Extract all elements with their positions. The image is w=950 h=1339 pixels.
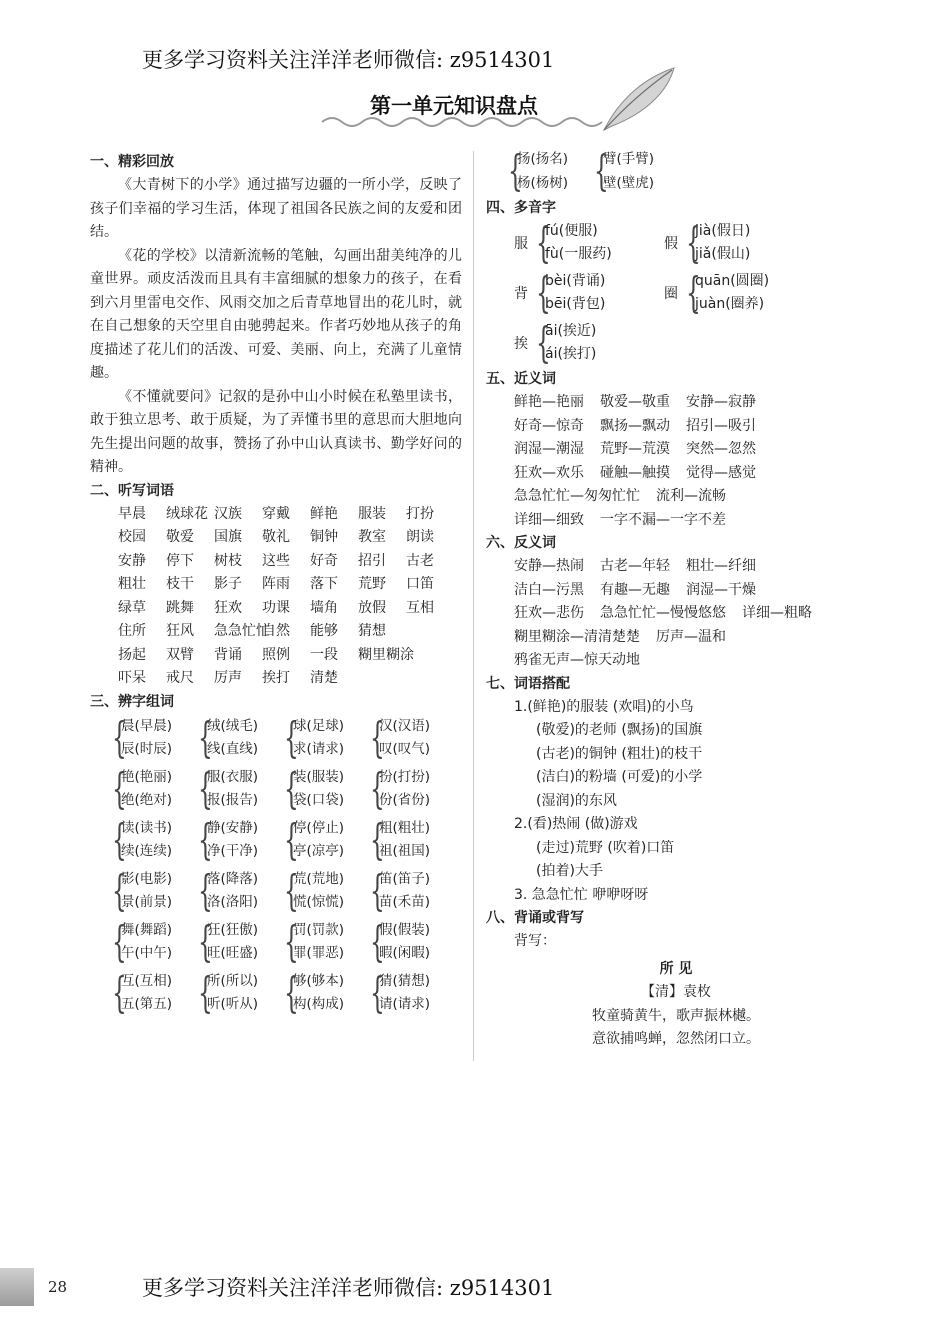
brace-icon: { <box>686 218 701 267</box>
pair-word: 舞(舞蹈) <box>121 921 173 938</box>
pinyin-list <box>695 220 750 266</box>
brace-icon: { <box>112 967 127 1017</box>
char-pair <box>370 916 456 966</box>
pair-word: 所(所以) <box>207 972 259 989</box>
vocab-word: 朗读 <box>406 529 434 545</box>
brace-icon: { <box>370 865 385 915</box>
pair-word: 读(读书) <box>121 819 173 836</box>
vocab-word: 自然 <box>262 623 290 639</box>
synonym-pair: 润湿—潮湿 <box>514 441 584 457</box>
pair-word: 够(够本) <box>293 972 345 989</box>
char-pair <box>284 763 370 813</box>
polyphone-item <box>664 220 824 266</box>
brace-icon: { <box>594 146 609 195</box>
pair-words <box>121 766 172 813</box>
character-pairs <box>112 712 462 1017</box>
synonym-pair: 突然—忽然 <box>686 441 756 457</box>
synonym-pair: 狂欢—欢乐 <box>514 464 584 481</box>
collocation-line: 1.(鲜艳)的服装 (欢唱)的小鸟 <box>514 698 694 715</box>
brace-icon: { <box>536 268 551 317</box>
char-pair <box>370 712 456 762</box>
pair-words <box>379 919 430 966</box>
pair-word: 绒(绒毛) <box>207 717 259 734</box>
pair-word: 慌(惊慌) <box>293 894 345 910</box>
char-pair <box>370 814 456 864</box>
antonym-pair: 古老—年轻 <box>600 558 670 574</box>
char-pair <box>284 967 370 1017</box>
pinyin-list <box>695 270 769 316</box>
vocab-word: 口笛 <box>406 576 434 592</box>
char-pair <box>284 916 370 966</box>
paragraph: 《花的学校》以清新流畅的笔触，勾画出甜美纯净的儿童世界。顽皮活泼而且具有丰富细腻的想象力的孩子，在看到六月里雷电交作、风雨交加之后青草地冒出的花儿时，就在自己想象的天空里自由驰骋起来。作者巧妙地从孩子的角度描述了花儿们的活泼、可爱、美丽、向上，充满了儿童情趣。 <box>90 247 462 381</box>
pair-word: 午(中午) <box>121 945 173 961</box>
synonym-list <box>486 391 866 532</box>
vocab-word: 校园 <box>118 529 146 545</box>
pair-word: 罪(罪恶) <box>293 945 345 961</box>
feather-icon <box>598 64 680 134</box>
pair-words <box>379 766 430 813</box>
pair-word: 报(报告) <box>207 792 259 808</box>
vocab-word: 服装 <box>358 505 386 522</box>
pair-word: 晨(早晨) <box>121 717 173 734</box>
pinyin-reading: bèi(背诵) <box>545 273 606 289</box>
pair-words <box>293 715 344 762</box>
pair-word: 互(互相) <box>121 972 173 989</box>
pair-word: 份(省份) <box>379 792 431 808</box>
synonym-pair-row <box>514 509 866 533</box>
pinyin-reading: quān(圆圈) <box>695 273 770 289</box>
pair-words <box>207 868 258 915</box>
synonym-pair: 一字不漏—一字不差 <box>600 511 726 528</box>
brace-icon: { <box>198 916 213 966</box>
vocab-word: 教室 <box>358 529 386 545</box>
page-tab <box>0 1268 34 1306</box>
pair-word: 假(假装) <box>379 921 431 938</box>
vocab-word: 厉声 <box>214 670 242 686</box>
pair-words <box>293 919 344 966</box>
vocab-word: 戒尺 <box>166 670 194 686</box>
collocation-line: (拍着)大手 <box>536 863 603 879</box>
pair-word: 球(足球) <box>293 717 345 734</box>
vocab-word: 铜钟 <box>310 529 338 545</box>
pair-word: 服(衣服) <box>207 768 259 785</box>
section-heading: 四、多音字 <box>486 200 556 216</box>
brace-icon: { <box>284 916 299 966</box>
vocab-word: 招引 <box>358 552 386 569</box>
synonym-pair: 鲜艳—艳丽 <box>514 394 584 410</box>
antonym-pair: 粗壮—纤细 <box>686 558 756 574</box>
pair-words <box>293 817 344 864</box>
brace-icon: { <box>112 865 127 915</box>
vocab-word: 古老 <box>406 552 434 569</box>
pair-word: 粗(粗壮) <box>379 819 431 836</box>
brace-icon: { <box>284 763 299 813</box>
vocab-word: 吓呆 <box>118 670 146 686</box>
vocab-word: 树枝 <box>214 552 242 569</box>
vocab-word: 狂风 <box>166 623 194 639</box>
collocation-line: (古老)的铜钟 (粗壮)的枝干 <box>536 745 703 762</box>
brace-icon: { <box>284 967 299 1017</box>
pinyin-reading: fù(一服药) <box>545 246 612 262</box>
vocab-word: 绿草 <box>118 599 146 616</box>
collocation-line: (走过)荒野 (吹着)口笛 <box>536 839 675 856</box>
synonym-pair-row <box>514 415 866 439</box>
vocab-word <box>406 644 454 668</box>
vocab-word: 狂欢 <box>214 599 242 616</box>
brace-icon: { <box>198 712 213 762</box>
pinyin-reading: jiǎ(假山) <box>695 246 751 262</box>
vocab-word: 猜想 <box>358 623 386 639</box>
brace-icon: { <box>198 763 213 813</box>
char-pair <box>112 814 198 864</box>
char-pair <box>112 967 198 1017</box>
antonym-pair-row <box>514 602 866 626</box>
polyphone-char: 服 <box>514 236 528 252</box>
pair-words <box>293 970 344 1017</box>
pinyin-reading: āi(挨近) <box>545 323 597 339</box>
pair-word: 绝(绝对) <box>121 792 173 808</box>
char-pair <box>198 814 284 864</box>
pair-word: 构(构成) <box>293 996 345 1012</box>
vocab-word: 背诵 <box>214 646 242 663</box>
brace-icon: { <box>198 865 213 915</box>
antonym-pair: 鸦雀无声—惊天动地 <box>514 652 640 668</box>
section-heading: 六、反义词 <box>486 535 556 551</box>
pinyin-reading: bēi(背包) <box>545 296 606 312</box>
pair-words <box>121 919 172 966</box>
vocab-word: 清楚 <box>310 670 338 686</box>
vocab-word: 汉族 <box>214 505 242 522</box>
vocab-word: 鲜艳 <box>310 505 338 522</box>
vocab-word: 功课 <box>262 599 290 616</box>
vocab-word: 敬礼 <box>262 529 290 545</box>
pair-word: 艳(艳丽) <box>121 768 173 785</box>
antonym-pair: 安静—热闹 <box>514 558 584 574</box>
pair-words <box>121 868 172 915</box>
pair-word: 落(降落) <box>207 870 259 887</box>
vocab-word: 一段 <box>310 646 338 663</box>
brace-icon: { <box>370 712 385 762</box>
pair-word: 五(第五) <box>121 996 173 1012</box>
brace-icon: { <box>112 814 127 864</box>
vocab-word: 糊里糊涂 <box>358 646 414 663</box>
polyphone-item <box>664 270 824 316</box>
vocab-word: 绒球花 <box>166 505 208 522</box>
pinyin-reading: jià(假日) <box>695 223 751 239</box>
brace-icon: { <box>370 763 385 813</box>
synonym-pair: 流利—流畅 <box>656 488 726 504</box>
vocab-word: 穿戴 <box>262 505 290 522</box>
synonym-pair: 急急忙忙—匆匆忙忙 <box>514 488 640 504</box>
pair-words <box>121 715 172 762</box>
vocab-word: 这些 <box>262 552 290 569</box>
vocab-word: 停下 <box>166 552 194 569</box>
vocab-word: 安静 <box>118 552 146 569</box>
synonym-pair: 飘扬—飘动 <box>600 417 670 434</box>
char-pair <box>198 763 284 813</box>
vocab-word: 急急忙忙 <box>214 623 270 639</box>
collocation-list <box>486 696 866 908</box>
brace-icon: { <box>198 967 213 1017</box>
pair-words <box>207 766 258 813</box>
section-heading: 一、精彩回放 <box>90 154 174 170</box>
char-pair <box>198 865 284 915</box>
polyphone-list <box>514 220 866 366</box>
antonym-pair-row <box>514 649 866 673</box>
char-pair <box>284 865 370 915</box>
pair-word: 旺(旺盛) <box>207 945 259 961</box>
pair-word: 线(直线) <box>207 741 259 757</box>
antonym-pair-row <box>514 579 866 603</box>
vocab-word: 好奇 <box>310 552 338 569</box>
pair-word: 扮(打扮) <box>379 768 431 785</box>
synonym-pair-row <box>514 485 866 509</box>
brace-icon: { <box>536 318 551 367</box>
antonym-pair: 有趣—无趣 <box>600 581 670 598</box>
antonym-list <box>486 555 866 673</box>
pair-words <box>379 817 430 864</box>
pinyin-reading: ái(挨打) <box>545 346 597 362</box>
polyphone-item <box>514 220 664 266</box>
synonym-pair: 荒野—荒漠 <box>600 441 670 457</box>
pair-words <box>293 868 344 915</box>
synonym-pair-row <box>514 438 866 462</box>
pair-word: 狂(狂傲) <box>207 921 259 938</box>
vocab-word: 早晨 <box>118 505 146 522</box>
pair-words <box>517 148 568 195</box>
pair-word: 请(请求) <box>379 996 431 1012</box>
pair-words <box>121 817 172 864</box>
pair-word: 扬(扬名) <box>517 151 569 167</box>
polyphone-char: 挨 <box>514 336 528 352</box>
antonym-pair: 糊里糊涂—清清楚楚 <box>514 628 640 645</box>
pair-word: 祖(祖国) <box>379 843 431 859</box>
vocab-word: 挨打 <box>262 670 290 686</box>
char-pair <box>112 763 198 813</box>
pair-words <box>379 868 430 915</box>
vocab-word <box>358 667 406 691</box>
char-pair <box>284 712 370 762</box>
section-heading: 五、近义词 <box>486 371 556 387</box>
antonym-pair: 狂欢—悲伤 <box>514 605 584 621</box>
pair-word: 罚(罚款) <box>293 921 345 938</box>
vocab-word: 互相 <box>406 599 434 616</box>
character-pairs-cont <box>508 148 866 195</box>
paragraph: 《不懂就要问》记叙的是孙中山小时候在私塾里读书，敢于独立思考、敢于质疑，为了弄懂书里的意思而大胆地向先生提出问题的故事，赞扬了孙中山认真读书、勤学好问的精神。 <box>90 388 462 475</box>
pair-word: 静(安静) <box>207 819 259 836</box>
synonym-pair: 碰触—触摸 <box>600 464 670 481</box>
polyphone-char: 背 <box>514 286 528 302</box>
char-pair <box>198 967 284 1017</box>
vocab-word: 能够 <box>310 623 338 639</box>
antonym-pair: 洁白—污黑 <box>514 581 584 598</box>
brace-icon: { <box>686 268 701 317</box>
poem-line: 意欲捕鸣蝉，忽然闭口立。 <box>592 1031 760 1047</box>
pinyin-list <box>545 270 605 316</box>
pair-words <box>603 148 654 195</box>
dictation-word-grid <box>118 503 462 691</box>
pair-word: 袋(口袋) <box>293 792 345 808</box>
collocation-line: (敬爱)的老师 (飘扬)的国旗 <box>536 722 703 738</box>
antonym-pair: 急急忙忙—慢慢悠悠 <box>600 605 726 621</box>
pair-word: 壁(壁虎) <box>603 174 655 191</box>
char-pair <box>112 865 198 915</box>
vocab-word: 影子 <box>214 576 242 592</box>
vocab-word: 放假 <box>358 599 386 616</box>
pair-word: 苗(禾苗) <box>379 894 431 910</box>
antonym-pair-row <box>514 555 866 579</box>
collocation-line: (湿润)的东风 <box>536 792 617 809</box>
pair-word: 停(停止) <box>293 819 345 836</box>
brace-icon: { <box>370 916 385 966</box>
vocab-word: 枝干 <box>166 576 194 592</box>
char-pair <box>112 712 198 762</box>
synonym-pair: 安静—寂静 <box>686 394 756 410</box>
paragraph: 《大青树下的小学》通过描写边疆的一所小学，反映了孩子们幸福的学习生活，体现了祖国各民族之间的友爱和团结。 <box>90 177 462 240</box>
vocab-word: 双臂 <box>166 646 194 663</box>
pair-word: 荒(荒地) <box>293 870 345 887</box>
polyphone-item <box>514 320 664 366</box>
vocab-word: 粗壮 <box>118 576 146 592</box>
collocation-line: 3. 急急忙忙 咿咿呀呀 <box>514 886 649 903</box>
pair-word: 求(请求) <box>293 741 345 757</box>
synonym-pair: 敬爱—敬重 <box>600 394 670 410</box>
vocab-word <box>406 620 454 644</box>
pair-words <box>207 715 258 762</box>
vocab-word: 照例 <box>262 646 290 663</box>
antonym-pair: 润湿—干燥 <box>686 581 756 598</box>
pair-word: 听(听从) <box>207 996 259 1012</box>
polyphone-char: 圈 <box>664 286 678 302</box>
pair-word: 洛(洛阳) <box>207 894 259 910</box>
pair-word: 叹(叹气) <box>379 741 431 757</box>
char-pair <box>112 916 198 966</box>
antonym-pair-row <box>514 626 866 650</box>
watermark-top: 更多学习资料关注洋洋老师微信: z9514301 <box>142 48 555 72</box>
section-heading: 八、背诵或背写 <box>486 910 584 926</box>
antonym-pair: 厉声—温和 <box>656 628 726 645</box>
pinyin-reading: juàn(圈养) <box>695 296 765 312</box>
pair-words <box>207 970 258 1017</box>
left-column <box>90 151 462 1017</box>
right-column <box>486 146 866 1052</box>
poem-line: 牧童骑黄牛，歌声振林樾。 <box>592 1007 760 1024</box>
pair-word: 汉(汉语) <box>379 717 431 734</box>
pair-words <box>121 970 172 1017</box>
pair-words <box>207 919 258 966</box>
char-pair <box>198 916 284 966</box>
page-title: 第一单元知识盘点 <box>370 94 538 118</box>
pair-word: 装(服装) <box>293 768 345 785</box>
brace-icon: { <box>112 763 127 813</box>
brace-icon: { <box>370 814 385 864</box>
pair-word: 净(干净) <box>207 843 259 859</box>
pair-word: 影(电影) <box>121 870 173 887</box>
brace-icon: { <box>370 967 385 1017</box>
char-pair <box>370 865 456 915</box>
collocation-line: (洁白)的粉墙 (可爱)的小学 <box>536 769 703 785</box>
brace-icon: { <box>284 865 299 915</box>
char-pair <box>284 814 370 864</box>
pair-word: 臂(手臂) <box>603 151 655 167</box>
synonym-pair-row <box>514 391 866 415</box>
section-heading: 二、听写词语 <box>90 482 174 499</box>
vocab-word: 打扮 <box>406 505 434 522</box>
antonym-pair: 详细—粗略 <box>742 605 812 621</box>
synonym-pair: 好奇—惊奇 <box>514 417 584 434</box>
collocation-line: 2.(看)热闹 (做)游戏 <box>514 816 638 832</box>
pinyin-list <box>545 320 596 366</box>
poem-title: 所 见 <box>659 960 693 977</box>
pair-word: 杨(杨树) <box>517 174 569 191</box>
vocab-word: 国旗 <box>214 529 242 545</box>
page-number: 28 <box>48 1278 68 1296</box>
pinyin-reading: fú(便服) <box>545 223 598 239</box>
vocab-word: 落下 <box>310 576 338 592</box>
pair-words <box>207 817 258 864</box>
recite-intro: 背写： <box>514 933 556 949</box>
pair-word: 景(前景) <box>121 894 173 910</box>
polyphone-item <box>514 270 664 316</box>
pair-word: 亭(凉亭) <box>293 843 345 859</box>
vocab-word: 墙角 <box>310 599 338 616</box>
brace-icon: { <box>198 814 213 864</box>
pair-words <box>379 970 430 1017</box>
section-heading: 三、辨字组词 <box>90 693 174 710</box>
brace-icon: { <box>284 712 299 762</box>
pair-word: 续(连续) <box>121 843 173 859</box>
brace-icon: { <box>112 712 127 762</box>
vocab-word: 住所 <box>118 623 146 639</box>
char-pair <box>370 967 456 1017</box>
watermark-bottom: 更多学习资料关注洋洋老师微信: z9514301 <box>142 1276 555 1300</box>
polyphone-char: 假 <box>664 236 678 252</box>
synonym-pair: 觉得—感觉 <box>686 464 756 481</box>
section-heading: 七、词语搭配 <box>486 675 570 692</box>
vocab-word: 荒野 <box>358 576 386 592</box>
pair-word: 辰(时辰) <box>121 741 173 757</box>
vocab-word: 阵雨 <box>262 576 290 592</box>
brace-icon: { <box>508 146 523 195</box>
vocab-word: 扬起 <box>118 646 146 663</box>
brace-icon: { <box>112 916 127 966</box>
brace-icon: { <box>284 814 299 864</box>
pair-word: 暇(闲暇) <box>379 945 431 961</box>
pair-word: 猜(猜想) <box>379 972 431 989</box>
char-pair <box>370 763 456 813</box>
pinyin-list <box>545 220 612 266</box>
synonym-pair: 招引—吸引 <box>686 417 756 434</box>
pair-word: 笛(笛子) <box>379 870 431 887</box>
vocab-word: 敬爱 <box>166 529 194 545</box>
pair-words <box>379 715 430 762</box>
vocab-word: 跳舞 <box>166 599 194 616</box>
brace-icon: { <box>536 218 551 267</box>
char-pair <box>198 712 284 762</box>
pair-words <box>293 766 344 813</box>
synonym-pair: 详细—细致 <box>514 511 584 528</box>
synonym-pair-row <box>514 462 866 486</box>
column-divider <box>473 151 474 1061</box>
poem-author: 【清】袁枚 <box>641 984 711 1000</box>
char-pair <box>508 148 594 195</box>
wave-divider <box>320 112 620 132</box>
vocab-word <box>406 667 454 691</box>
char-pair <box>594 148 680 195</box>
